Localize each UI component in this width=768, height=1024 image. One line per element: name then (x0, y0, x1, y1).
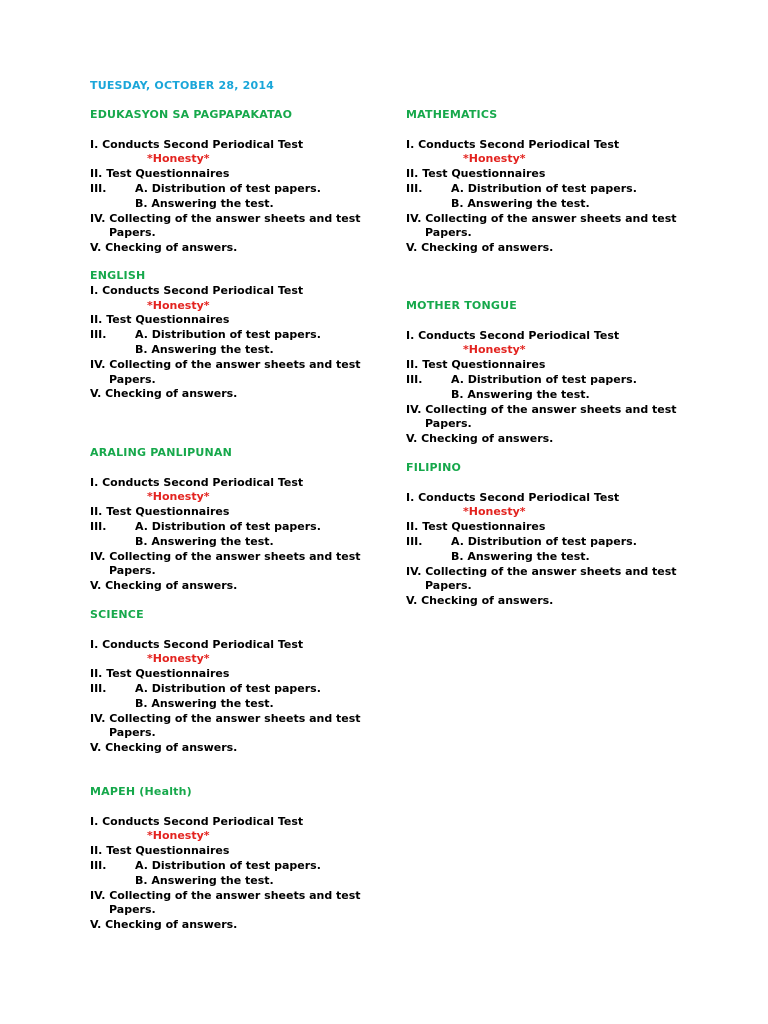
item-v: V. Checking of answers. (90, 741, 238, 755)
section-heading: MATHEMATICS (406, 108, 498, 121)
spacer (90, 800, 360, 815)
section-science (90, 608, 360, 756)
item-i: I. Conducts Second Periodical Test (406, 490, 620, 504)
section-heading: FILIPINO (406, 461, 462, 474)
item-iii (406, 373, 676, 388)
item-iii-number: III. (90, 681, 107, 695)
section-mother-tongue (406, 299, 676, 447)
item-i: I. Conducts Second Periodical Test (90, 475, 304, 489)
item-iii-number: III. (406, 534, 423, 548)
agenda-list (90, 815, 360, 933)
item-iii-a: A. Distribution of test papers. (135, 858, 321, 872)
item-i: I. Conducts Second Periodical Test (90, 637, 304, 651)
item-iii (90, 182, 360, 197)
section-edukasyon (90, 108, 360, 256)
item-ii: II. Test Questionnaires (406, 358, 546, 372)
item-iii-b: B. Answering the test. (451, 387, 590, 401)
item-iv-continuation: Papers. (425, 226, 472, 240)
item-iii-a: A. Distribution of test papers. (135, 681, 321, 695)
item-iii-b: B. Answering the test. (451, 196, 590, 210)
section-heading: EDUKASYON SA PAGPAPAKATAO (90, 108, 293, 121)
value-text: *Honesty* (147, 490, 210, 504)
spacer (406, 123, 676, 138)
item-v: V. Checking of answers. (90, 579, 238, 593)
item-iii (406, 182, 676, 197)
item-i: I. Conducts Second Periodical Test (406, 328, 620, 342)
agenda-list (406, 491, 676, 609)
agenda-list (90, 284, 360, 402)
item-iv-continuation: Papers. (109, 564, 156, 578)
item-iv-continuation: Papers. (109, 726, 156, 740)
agenda-list (90, 476, 360, 594)
item-v: V. Checking of answers. (406, 432, 554, 446)
item-i: I. Conducts Second Periodical Test (90, 137, 304, 151)
value-text: *Honesty* (147, 652, 210, 666)
item-iii-a: A. Distribution of test papers. (451, 181, 637, 195)
item-iii-number: III. (406, 372, 423, 386)
item-iii-b: B. Answering the test. (135, 196, 274, 210)
item-ii: II. Test Questionnaires (90, 505, 230, 519)
item-iii-b: B. Answering the test. (135, 696, 274, 710)
section-heading: ARALING PANLIPUNAN (90, 446, 233, 459)
item-ii: II. Test Questionnaires (90, 313, 230, 327)
item-iv: IV. Collecting of the answer sheets and test (90, 888, 361, 902)
item-ii: II. Test Questionnaires (406, 167, 546, 181)
value-text: *Honesty* (147, 152, 210, 166)
item-ii: II. Test Questionnaires (90, 844, 230, 858)
item-i: I. Conducts Second Periodical Test (90, 814, 304, 828)
section-filipino (406, 461, 676, 609)
item-iv-continuation: Papers. (109, 226, 156, 240)
item-iii (90, 682, 360, 697)
item-iv: IV. Collecting of the answer sheets and test (90, 711, 361, 725)
spacer (90, 623, 360, 638)
item-ii: II. Test Questionnaires (90, 667, 230, 681)
item-iii-b: B. Answering the test. (135, 534, 274, 548)
item-iv: IV. Collecting of the answer sheets and test (90, 211, 361, 225)
item-iii-a: A. Distribution of test papers. (135, 519, 321, 533)
item-iii (90, 520, 360, 535)
agenda-list (406, 329, 676, 447)
spacer (406, 314, 676, 329)
document-date: TUESDAY, OCTOBER 28, 2014 (90, 79, 275, 92)
value-text: *Honesty* (147, 298, 210, 312)
item-iii-number: III. (90, 858, 107, 872)
item-iii-b: B. Answering the test. (135, 873, 274, 887)
agenda-list (406, 138, 676, 256)
item-iii-number: III. (90, 519, 107, 533)
item-v: V. Checking of answers. (90, 387, 238, 401)
item-iv-continuation: Papers. (425, 417, 472, 431)
item-iii-a: A. Distribution of test papers. (451, 372, 637, 386)
item-iv: IV. Collecting of the answer sheets and test (90, 549, 361, 563)
item-i: I. Conducts Second Periodical Test (90, 283, 304, 297)
item-iii-a: A. Distribution of test papers. (135, 328, 321, 342)
section-heading: ENGLISH (90, 269, 146, 282)
section-mathematics (406, 108, 676, 256)
item-iii-number: III. (406, 181, 423, 195)
item-iv: IV. Collecting of the answer sheets and test (406, 402, 677, 416)
item-iii-b: B. Answering the test. (451, 549, 590, 563)
item-iii-b: B. Answering the test. (135, 342, 274, 356)
item-iii-number: III. (90, 328, 107, 342)
section-heading: SCIENCE (90, 608, 144, 621)
spacer (406, 476, 676, 491)
item-iii (406, 535, 676, 550)
item-v: V. Checking of answers. (406, 594, 554, 608)
item-iv: IV. Collecting of the answer sheets and test (406, 564, 677, 578)
item-iv-continuation: Papers. (425, 579, 472, 593)
spacer (90, 123, 360, 138)
item-iii-number: III. (90, 181, 107, 195)
value-text: *Honesty* (463, 343, 526, 357)
item-v: V. Checking of answers. (406, 241, 554, 255)
agenda-list (90, 138, 360, 256)
section-english (90, 269, 360, 402)
item-v: V. Checking of answers. (90, 241, 238, 255)
item-iii (90, 328, 360, 343)
item-iii-a: A. Distribution of test papers. (135, 181, 321, 195)
spacer (90, 461, 360, 476)
item-iv: IV. Collecting of the answer sheets and test (406, 211, 677, 225)
value-text: *Honesty* (463, 152, 526, 166)
item-ii: II. Test Questionnaires (90, 167, 230, 181)
section-mapeh-health (90, 785, 360, 933)
section-araling-panlipunan (90, 446, 360, 594)
item-iii (90, 859, 360, 874)
item-v: V. Checking of answers. (90, 918, 238, 932)
section-heading: MOTHER TONGUE (406, 299, 517, 312)
section-heading: MAPEH (Health) (90, 785, 192, 798)
item-iv-continuation: Papers. (109, 903, 156, 917)
agenda-list (90, 638, 360, 756)
item-ii: II. Test Questionnaires (406, 520, 546, 534)
item-i: I. Conducts Second Periodical Test (406, 137, 620, 151)
item-iii-a: A. Distribution of test papers. (451, 534, 637, 548)
item-iv: IV. Collecting of the answer sheets and test (90, 357, 361, 371)
value-text: *Honesty* (147, 829, 210, 843)
item-iv-continuation: Papers. (109, 372, 156, 386)
value-text: *Honesty* (463, 505, 526, 519)
